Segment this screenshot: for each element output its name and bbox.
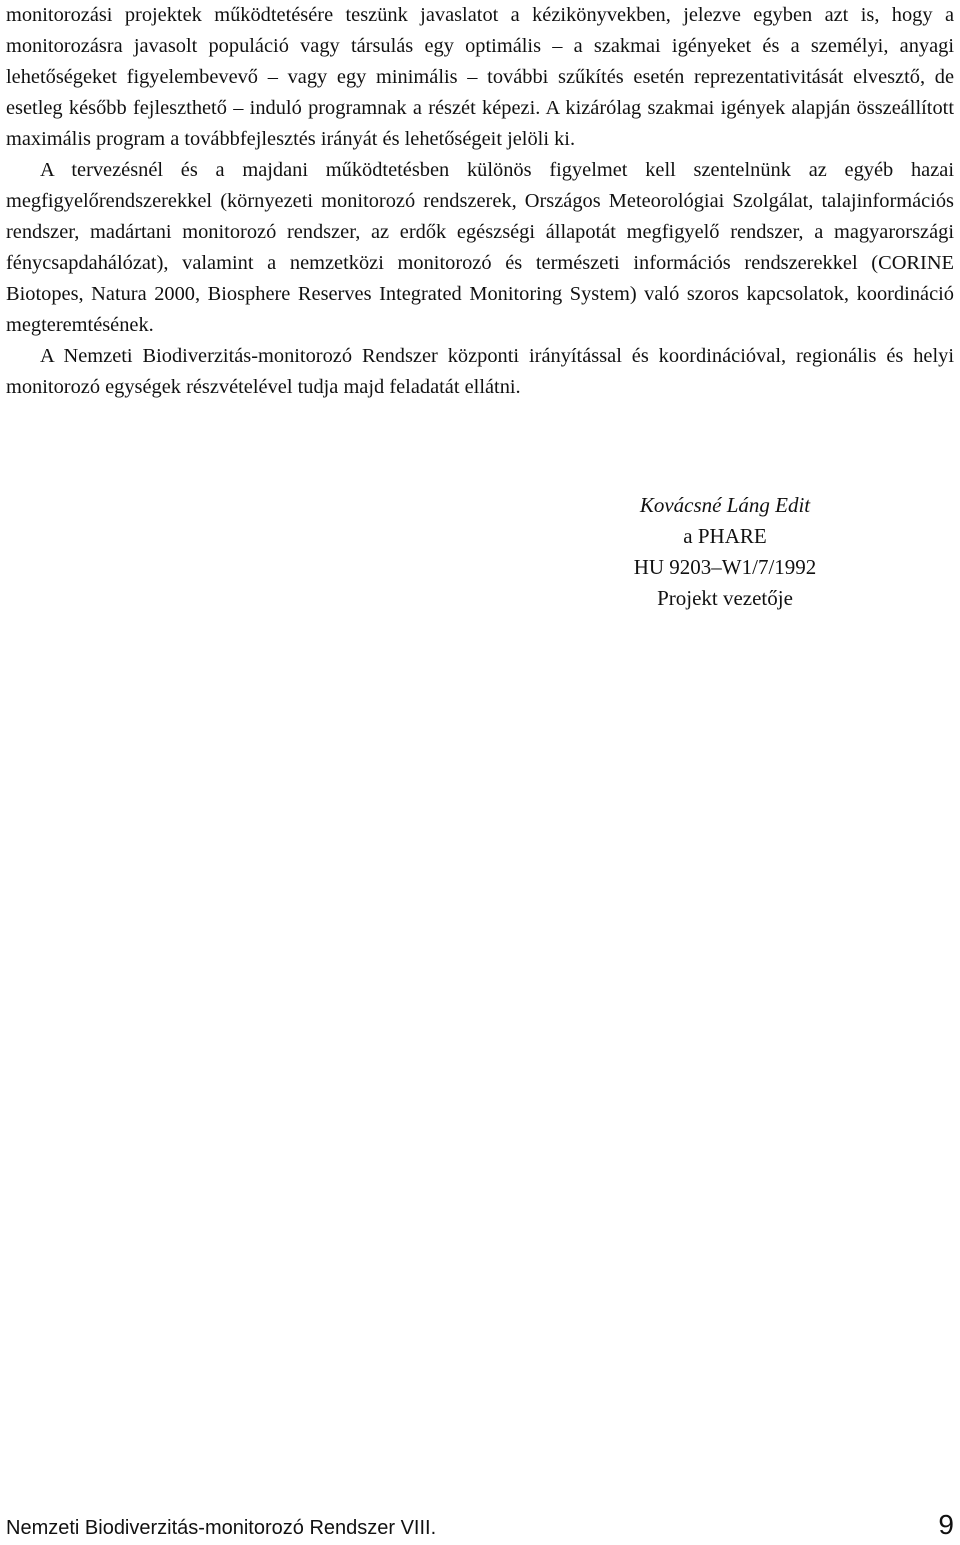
paragraph-continuation: monitorozási projektek működtetésére teszünk javaslatot a kézikönyvekben, jelezve egyben azt is, hogy a monitorozásra javasolt populáció vagy társulás egy optimális – a szakmai igényeket és a személyi, anyagi lehetőségeket figyelembevevő – vagy egy minimális – további szűkítés esetén reprezentativitását elvesztő, de esetleg később fejleszthető – induló programnak a részét képezi. A kizárólag szakmai igények alapján összeállított maximális program a továbbfejlesztés irányát és lehetőségeit jelöli ki. bbox=[6, 4, 954, 150]
signature-organization: a PHARE bbox=[683, 524, 767, 548]
signature-block bbox=[560, 490, 890, 614]
page-footer bbox=[6, 1509, 954, 1542]
paragraph-national-system: A Nemzeti Biodiverzitás-monitorozó Rendszer központi irányítással és koordinációval, regionális és helyi monitorozó egységek részvételével tudja majd feladatát ellátni. bbox=[6, 345, 954, 398]
signature-role: Projekt vezetője bbox=[657, 586, 793, 610]
page-number: 9 bbox=[938, 1509, 954, 1540]
page-body bbox=[6, 0, 954, 403]
signature-project-code: HU 9203–W1/7/1992 bbox=[633, 555, 817, 579]
footer-title: Nemzeti Biodiverzitás-monitorozó Rendszer VIII. bbox=[6, 1517, 437, 1539]
paragraph-planning: A tervezésnél és a majdani működtetésben különös figyelmet kell szentelnünk az egyéb hazai megfigyelőrendszerekkel (környezeti monitorozó rendszerek, Országos Meteorológiai Szolgálat, talajinformációs rendszer, madártani monitorozó rendszer, az erdők egészségi állapotát megfigyelő rendszer, a magyarországi fénycsapdahálózat), valamint a nemzetközi monitorozó és természeti információs rendszerekkel (CORINE Biotopes, Natura 2000, Biosphere Reserves Integrated Monitoring System) való szoros kapcsolatok, koordináció megteremtésének. bbox=[6, 159, 954, 336]
signature-name: Kovácsné Láng Edit bbox=[639, 493, 811, 517]
